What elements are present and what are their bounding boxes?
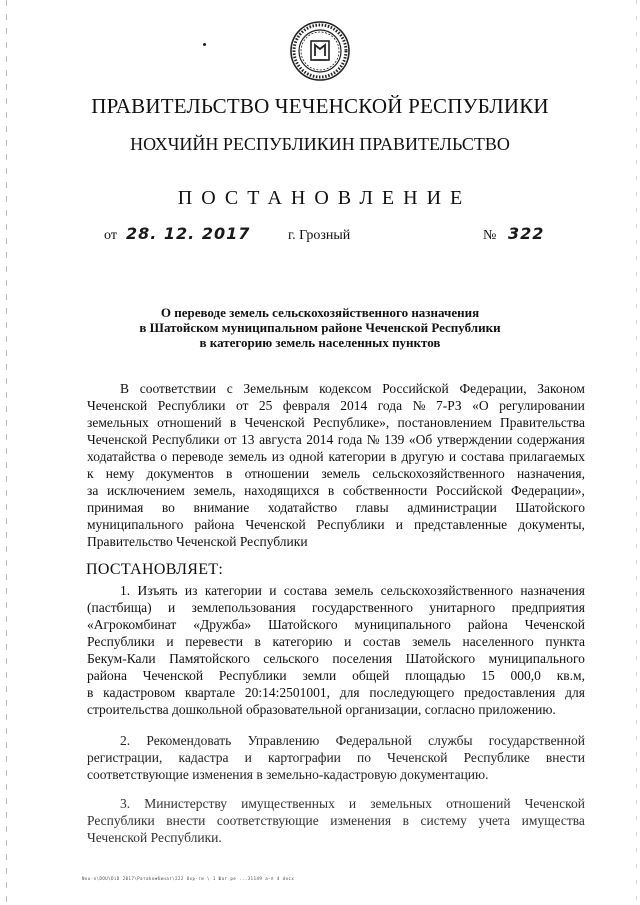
preamble-line: Чеченской Республики от 25 февраля 2014 года № 7-РЗ «О регулировании [87,398,585,413]
resolve-heading: ПОСТАНОВЛЯЕТ: [86,561,224,578]
item-line: Бекум-Кали Памятойского сельского поселения Шатойского муниципального [87,651,585,666]
city-name: г. Грозный [288,228,351,243]
item-line: строительства дошкольной образовательной организации, согласно приложению. [87,702,556,717]
item-line: регистрации, кадастра и картографии по Чеченской Республике внести [87,750,585,765]
subject-line: О переводе земель сельскохозяйственного назначения [160,305,480,320]
subject-line: в Шатойском муниципальном районе Чеченской Республики [139,320,501,335]
item-line: соответствующие изменения в земельно-кадастровую документацию. [87,767,489,782]
document-subject [90,305,550,350]
item-line: (пастбища) и землепользования государственного унитарного предприятия [87,600,585,615]
subject-line: в категорию земель населенных пунктов [199,335,441,350]
file-reference-footer: Nou-n\DOU\DiD 2017\Ратаkомбинат\222 Охр-ти \ 1 Шат ре ...31149 а-п 4 docx [82,876,295,881]
date-number-line [0,224,640,248]
preamble-line: принимая во внимание ходатайство главы администрации Шатойского [87,500,585,515]
item-line: 2. Рекомендовать Управлению Федеральной службы государственной [120,733,585,748]
number-value: 322 [508,224,545,243]
preamble-line: за исключением земель, находящихся в собственности Российской Федерации», [87,483,585,498]
preamble-line: Чеченской Республики от 13 августа 2014 года № 139 «Об утверждении содержания [87,432,585,447]
preamble-line: ходатайства о переводе земель из одной категории в другую и состава прилагаемых [87,449,585,464]
item-line: Республики и перевести в категорию и состав земель населенного пункта [87,634,585,649]
resolution-item-3 [87,795,585,846]
resolution-item-1 [87,582,585,718]
date-value: 28. 12. 2017 [126,224,251,243]
item-line: района Чеченской Республики земли общей площадью 15 000,0 кв.м, [87,668,585,683]
item-line: 3. Министерству имущественных и земельных отношений Чеченской [120,796,585,811]
number-label: № [483,228,497,243]
item-line: в кадастровом квартале 20:14:2501001, для последующего предоставления для [87,685,585,700]
item-line: Республики внести соответствующие изменения в систему учета имущества [87,813,585,828]
item-line: Чеченской Республики. [87,830,222,845]
preamble-line: земельных отношений в Чеченской Республике», постановлением Правительства [87,415,585,430]
preamble-line: Правительство Чеченской Республики [87,534,308,549]
scan-speck [203,43,206,46]
resolution-item-2 [87,732,585,783]
preamble-line: В соответствии с Земельным кодексом Российской Федерации, Законом [120,381,585,396]
government-title: ПРАВИТЕЛЬСТВО ЧЕЧЕНСКОЙ РЕСПУБЛИКИ [91,94,549,118]
preamble-line: к нему документов в отношении земель сельскохозяйственного назначения, [87,466,585,481]
state-emblem-icon [289,20,351,82]
item-line: 1. Изъять из категории и состава земель сельскохозяйственного назначения [120,583,585,598]
preamble-paragraph [87,380,585,550]
government-title-chechen: НОХЧИЙН РЕСПУБЛИКИН ПРАВИТЕЛЬСТВО [130,134,510,154]
document-type: ПОСТАНОВЛЕНИЕ [177,187,472,209]
item-line: «Агрокомбинат «Дружба» Шатойского муниципального района Чеченской [87,617,585,632]
date-label: от [104,228,117,243]
preamble-line: муниципального района Чеченской Республики и представленные документы, [87,517,585,532]
